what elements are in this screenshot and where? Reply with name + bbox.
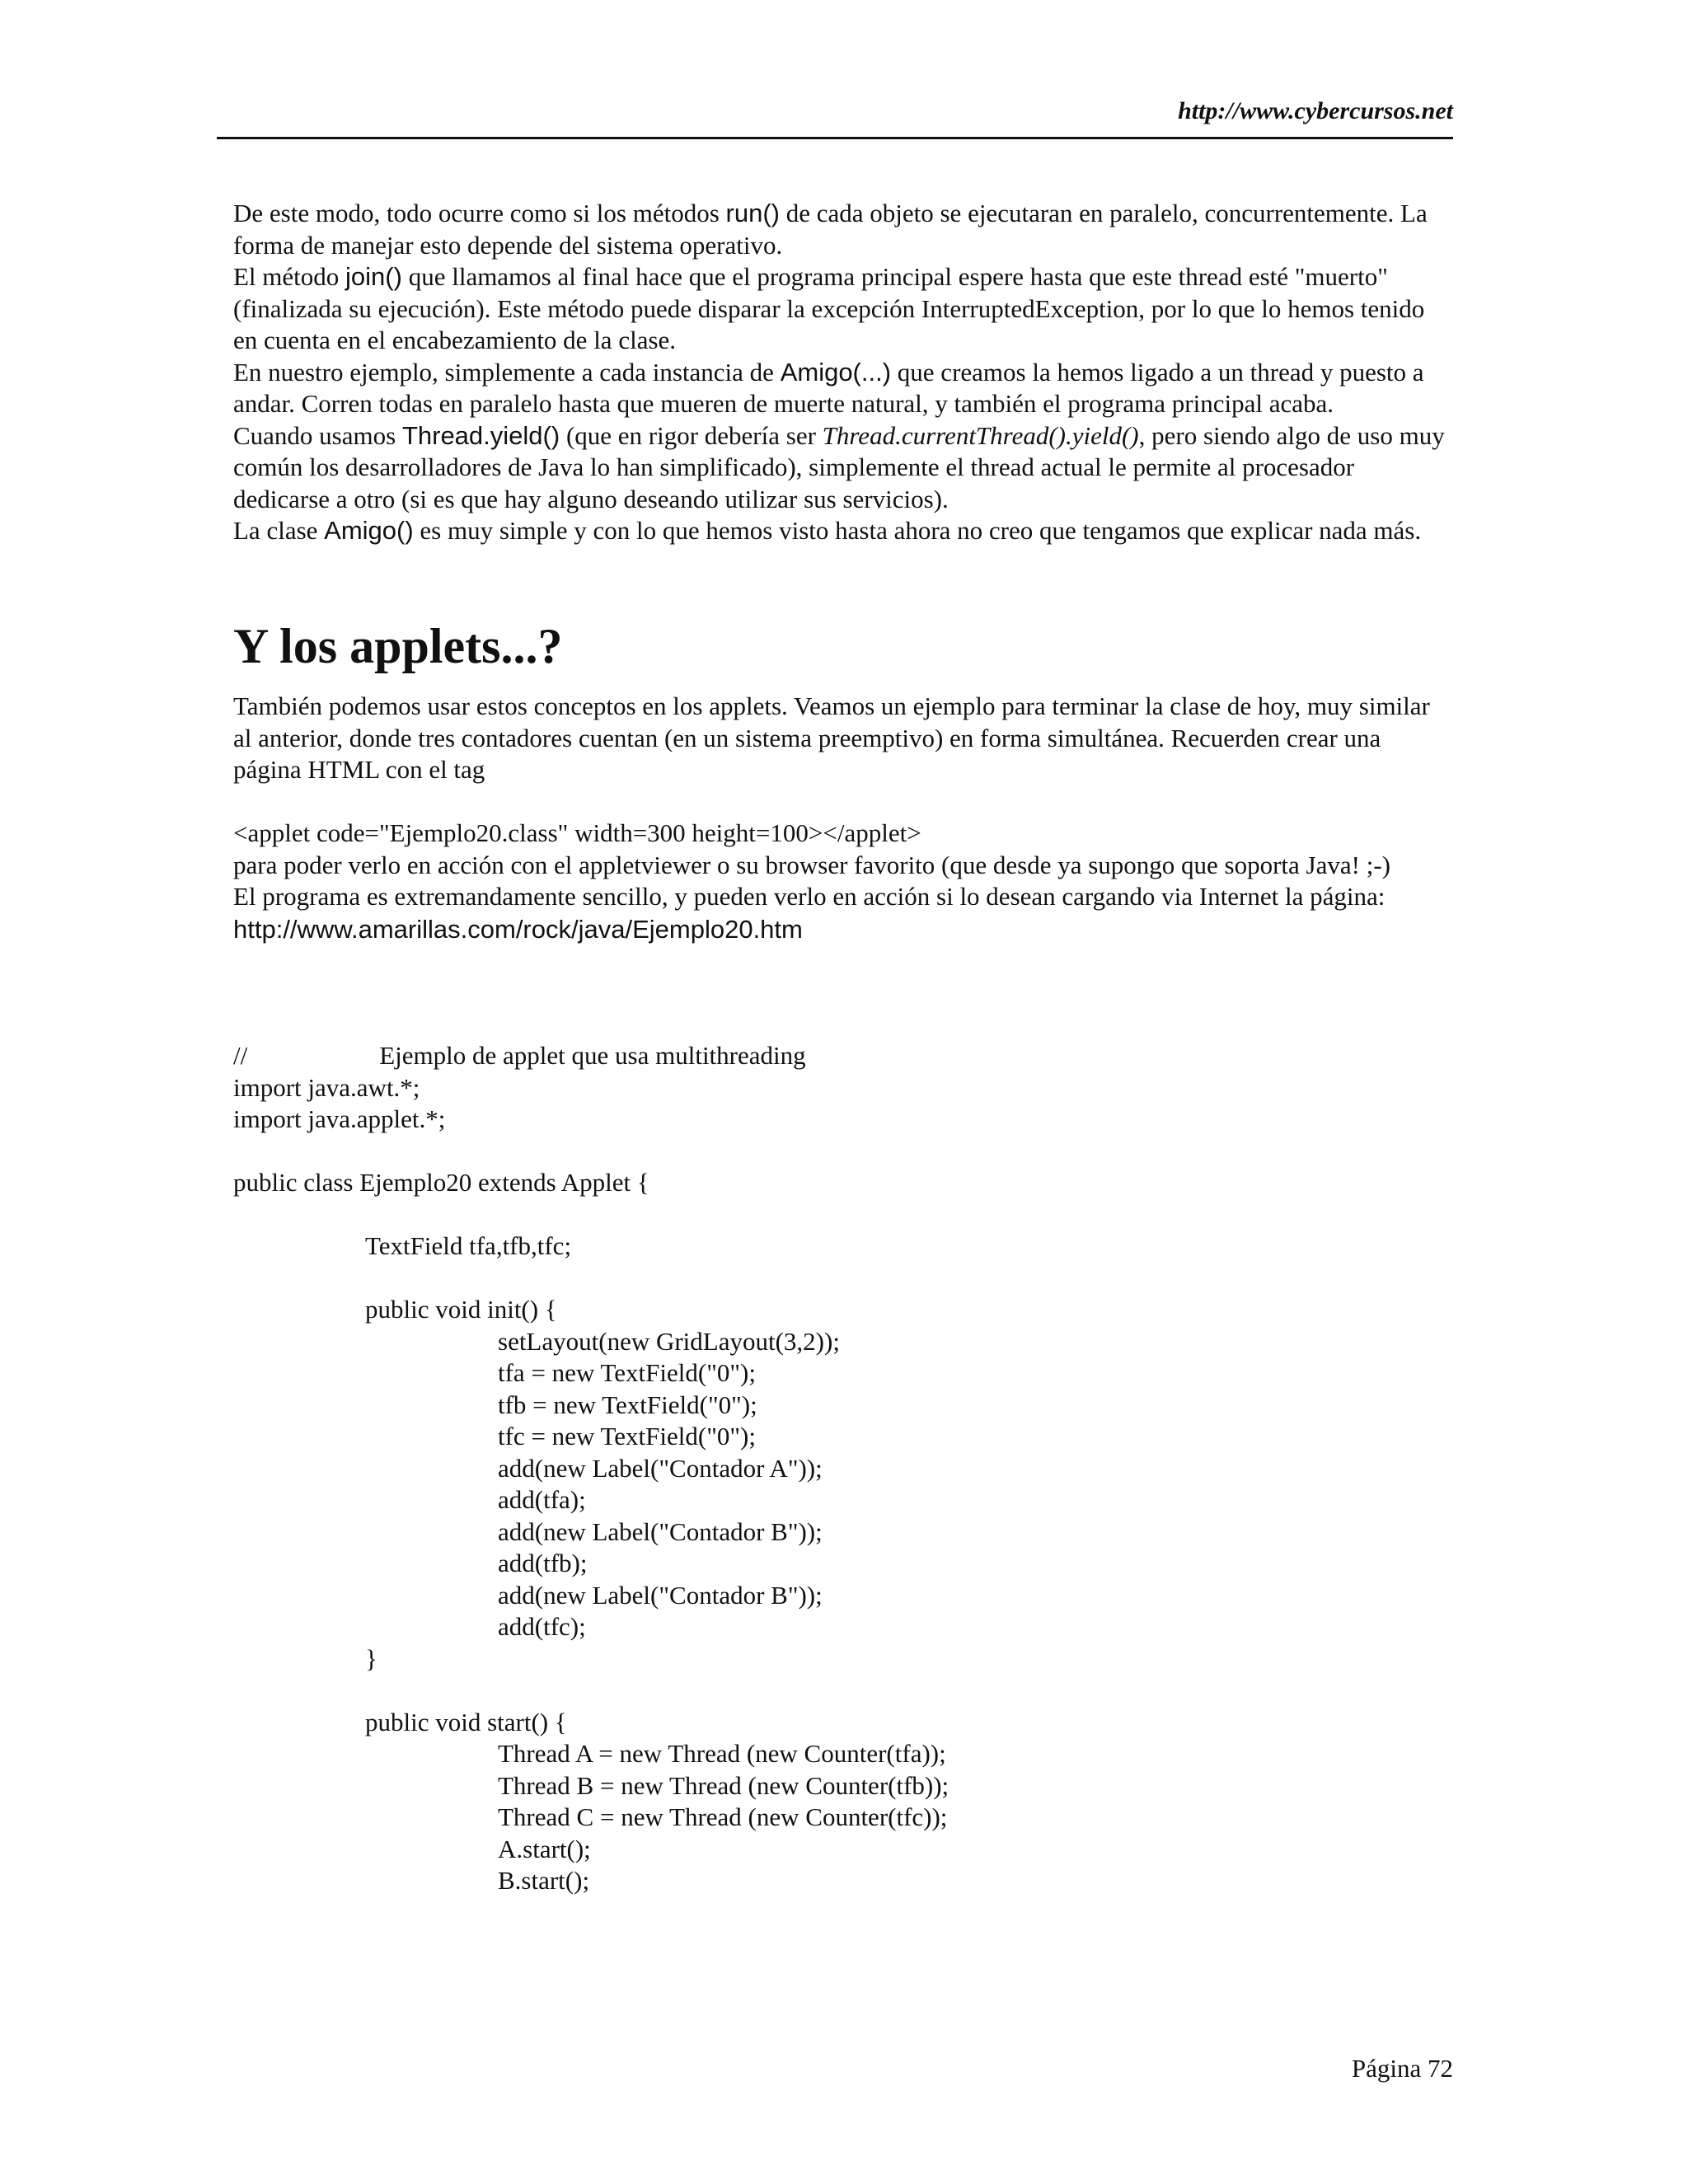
code-line: add(tfa); <box>498 1485 586 1514</box>
code-line: A.start(); <box>498 1834 591 1863</box>
page-number: Página 72 <box>1351 2054 1453 2083</box>
applet-tag: <applet code="Ejemplo20.class" width=300 height=100></applet> <box>233 818 921 847</box>
code-line: import java.applet.*; <box>233 1104 446 1133</box>
code-line: public void init() { <box>365 1295 557 1324</box>
code-line: add(new Label("Contador B")); <box>498 1516 823 1546</box>
intro-text <box>233 198 1453 547</box>
inline-code: Thread.yield() <box>401 420 560 450</box>
code-line: import java.awt.*; <box>233 1072 420 1102</box>
paragraph: El método join() que llamamos al final hace que el programa principal espere hasta que este thread esté "muerto" (finalizada su ejecución). Este método puede disparar la excepción InterruptedException, por lo que lo hemos tenido en cuenta en el encabezamiento de la clase. <box>233 262 1425 354</box>
header-rule <box>217 137 1453 139</box>
paragraph: La clase Amigo() es muy simple y con lo que hemos visto hasta ahora no creo que tengamos que explicar nada más. <box>233 516 1422 545</box>
code-line: tfc = new TextField("0"); <box>498 1422 756 1451</box>
example-link[interactable]: http://www.amarillas.com/rock/java/Ejemplo20.htm <box>233 914 803 944</box>
section-text <box>233 691 1453 946</box>
paragraph: para poder verlo en acción con el appletviewer o su browser favorito (que desde ya supongo que soporta Java! ;-) <box>233 850 1390 879</box>
code-blank <box>233 1263 1453 1295</box>
code-blank <box>233 1199 1453 1231</box>
paragraph: El programa es extremandamente sencillo, y pueden verlo en acción si lo desean cargando via Internet la página: <box>233 882 1386 911</box>
inline-code: Amigo(...) <box>780 357 892 387</box>
paragraph: También podemos usar estos conceptos en los applets. Veamos un ejemplo para terminar la clase de hoy, muy similar al anterior, donde tres contadores cuentan (en un sistema preemptivo) en forma simultánea. Recuerden crear una página HTML con el tag <box>233 691 1430 784</box>
code-line: TextField tfa,tfb,tfc; <box>365 1231 572 1260</box>
inline-code: Amigo() <box>324 516 414 545</box>
code-line: add(tfb); <box>498 1549 588 1577</box>
inline-code: join() <box>345 262 402 291</box>
code-line: setLayout(new GridLayout(3,2)); <box>498 1326 840 1356</box>
code-line: add(tfc); <box>498 1612 586 1641</box>
italic-code: Thread.currentThread().yield() <box>822 420 1139 450</box>
code-line: tfb = new TextField("0"); <box>498 1390 757 1419</box>
code-line: Thread A = new Thread (new Counter(tfa)); <box>498 1739 946 1768</box>
code-blank <box>233 1136 1453 1168</box>
inline-code: run() <box>725 199 780 227</box>
paragraph: De este modo, todo ocurre como si los métodos run() de cada objeto se ejecutaran en paralelo, concurrentemente. La forma de manejar esto depende del sistema operativo. <box>233 199 1428 260</box>
code-line: public class Ejemplo20 extends Applet { <box>233 1168 649 1197</box>
paragraph: Cuando usamos Thread.yield() (que en rigor debería ser Thread.currentThread().yield(), pero siendo algo de uso muy común los desarrolladores de Java lo han simplificado), simplemente el thread actual le permite al procesador dedicarse a otro (si es que hay alguno deseando utilizar sus servicios). <box>233 420 1445 513</box>
header-url: http://www.cybercursos.net <box>1178 97 1453 124</box>
code-line: Thread B = new Thread (new Counter(tfb)); <box>498 1770 950 1800</box>
blank-line <box>233 786 1453 818</box>
code-line: add(new Label("Contador A")); <box>498 1453 823 1483</box>
code-listing <box>233 1040 1453 1897</box>
section-heading: Y los applets...? <box>233 619 563 673</box>
paragraph: En nuestro ejemplo, simplemente a cada instancia de Amigo(...) que creamos la hemos ligado a un thread y puesto a andar. Corren todas en paralelo hasta que mueren de muerte natural, y también el programa principal acaba. <box>233 357 1424 418</box>
code-line: add(new Label("Contador B")); <box>498 1580 823 1610</box>
code-comment: // Ejemplo de applet que usa multithreading <box>233 1041 806 1070</box>
code-line: } <box>365 1643 377 1673</box>
code-line: B.start(); <box>498 1866 590 1895</box>
code-line: public void start() { <box>365 1707 567 1736</box>
code-blank <box>233 1675 1453 1707</box>
code-line: tfa = new TextField("0"); <box>498 1358 756 1387</box>
code-line: Thread C = new Thread (new Counter(tfc)); <box>498 1802 948 1831</box>
